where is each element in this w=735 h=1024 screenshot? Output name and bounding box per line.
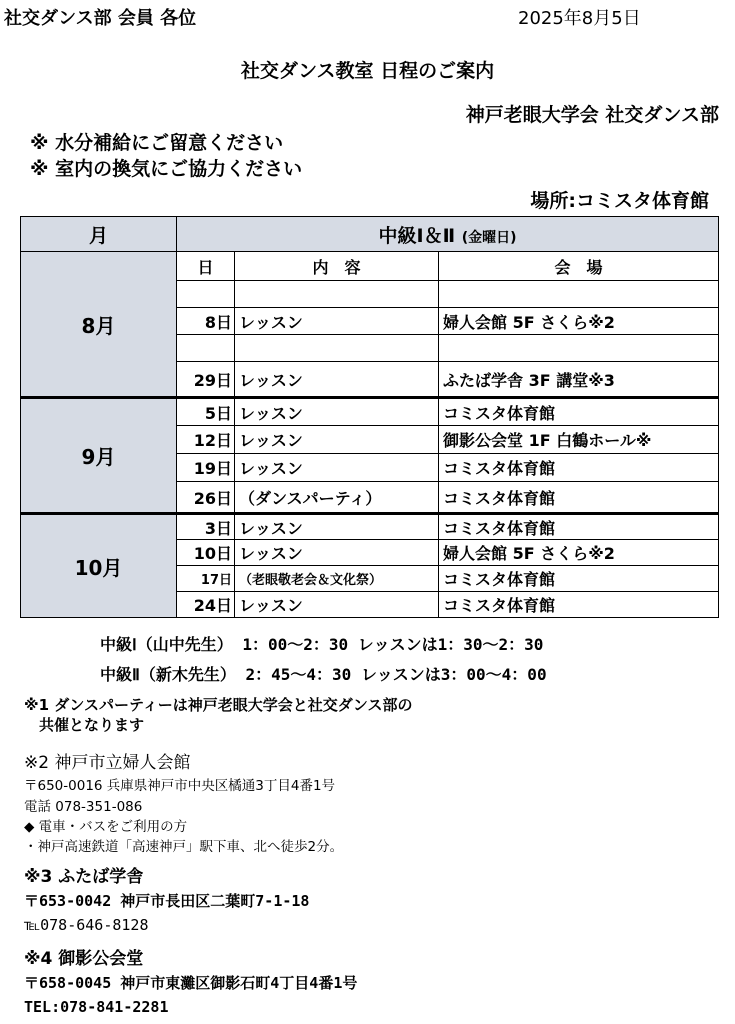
row-content: レッスン: [235, 362, 439, 398]
footnote-1-line1: ※1 ダンスパーティーは神戸老眼大学会と社交ダンス部の: [24, 696, 413, 714]
row-place: [439, 281, 719, 308]
col-day-header: 日: [177, 252, 235, 281]
table-row: [21, 398, 719, 426]
class-header: [177, 217, 719, 252]
class-header-name: 中級Ⅰ＆Ⅱ: [378, 224, 456, 247]
row-content: （ダンスパーティ）: [235, 482, 439, 514]
note-ventilation: ※ 室内の換気にご協力ください: [30, 158, 303, 180]
fn2-phone: 電話 078-351-086: [24, 799, 143, 815]
venue-label: 場所:コミスタ体育館: [530, 190, 709, 212]
level-2-times: 中級Ⅱ（新木先生） 2：45～4：30 レッスンは3：00～4：00: [100, 665, 547, 684]
row-content: レッスン: [235, 540, 439, 566]
row-place: コミスタ体育館: [439, 566, 719, 592]
month-cell-sep: 9月: [21, 398, 177, 514]
row-content: レッスン: [235, 308, 439, 335]
fn4-phone: TEL:078-841-2281: [24, 998, 169, 1016]
row-place: 婦人会館 5F さくら※2: [439, 540, 719, 566]
col-place-header: 会 場: [439, 252, 719, 281]
organization-name: 神戸老眼大学会 社交ダンス部: [465, 104, 719, 126]
row-content: レッスン: [235, 592, 439, 618]
row-day: 19日: [177, 454, 235, 482]
fn4-title: ※4 御影公会堂: [24, 949, 144, 969]
row-day: 29日: [177, 362, 235, 398]
row-place: [439, 335, 719, 362]
fn2-address: 〒650-0016 兵庫県神戸市中央区橘通3丁目4番1号: [24, 778, 336, 794]
row-content: レッスン: [235, 398, 439, 426]
class-header-day: (金曜日): [461, 229, 517, 246]
fn3-title: ※3 ふたば学舎: [24, 867, 144, 887]
month-cell-oct: 10月: [21, 514, 177, 618]
row-day: 24日: [177, 592, 235, 618]
note-hydration: ※ 水分補給にご留意ください: [30, 132, 284, 154]
row-content: レッスン: [235, 426, 439, 454]
fn2-access-title: ◆ 電車・バスをご利用の方: [24, 819, 188, 835]
row-day: 10日: [177, 540, 235, 566]
page-title: 社交ダンス教室 日程のご案内: [240, 60, 495, 82]
row-place: 婦人会館 5F さくら※2: [439, 308, 719, 335]
level-1-times: 中級Ⅰ（山中先生） 1：00～2：30 レッスンは1：30～2：30: [100, 635, 544, 654]
row-content: レッスン: [235, 514, 439, 540]
table-row: [21, 514, 719, 540]
row-day: [177, 281, 235, 308]
fn4-address: 〒658-0045 神戸市東灘区御影石町4丁目4番1号: [24, 974, 358, 992]
row-day: 8日: [177, 308, 235, 335]
row-content: （老眼敬老会＆文化祭）: [235, 566, 439, 592]
fn2-access: ・神戸高速鉄道「高速神戸」駅下車、北へ徒歩2分。: [24, 839, 344, 855]
row-day: 3日: [177, 514, 235, 540]
schedule-table: [20, 216, 719, 618]
row-place: コミスタ体育館: [439, 592, 719, 618]
row-place: コミスタ体育館: [439, 482, 719, 514]
month-cell-aug: 8月: [21, 252, 177, 398]
footnote-1-line2: 共催となります: [24, 716, 145, 734]
recipient-line: 社交ダンス部 会員 各位: [4, 8, 197, 29]
row-day: 5日: [177, 398, 235, 426]
row-place: 御影公会堂 1F 白鶴ホール※: [439, 426, 719, 454]
row-place: コミスタ体育館: [439, 514, 719, 540]
row-content: [235, 281, 439, 308]
row-day: 17日: [177, 566, 235, 592]
row-place: コミスタ体育館: [439, 454, 719, 482]
row-day: 12日: [177, 426, 235, 454]
fn3-address: 〒653-0042 神戸市長田区二葉町7-1-18: [24, 892, 310, 910]
col-content-header: 内 容: [235, 252, 439, 281]
issue-date: 2025年8月5日: [518, 8, 641, 29]
row-day: 26日: [177, 482, 235, 514]
fn2-title: ※2 神戸市立婦人会館: [24, 753, 191, 773]
month-header: 月: [21, 217, 177, 252]
fn3-phone: ℡078-646-8128: [24, 916, 149, 934]
row-place: コミスタ体育館: [439, 398, 719, 426]
row-content: レッスン: [235, 454, 439, 482]
row-content: [235, 335, 439, 362]
row-place: ふたば学舎 3F 講堂※3: [439, 362, 719, 398]
row-day: [177, 335, 235, 362]
